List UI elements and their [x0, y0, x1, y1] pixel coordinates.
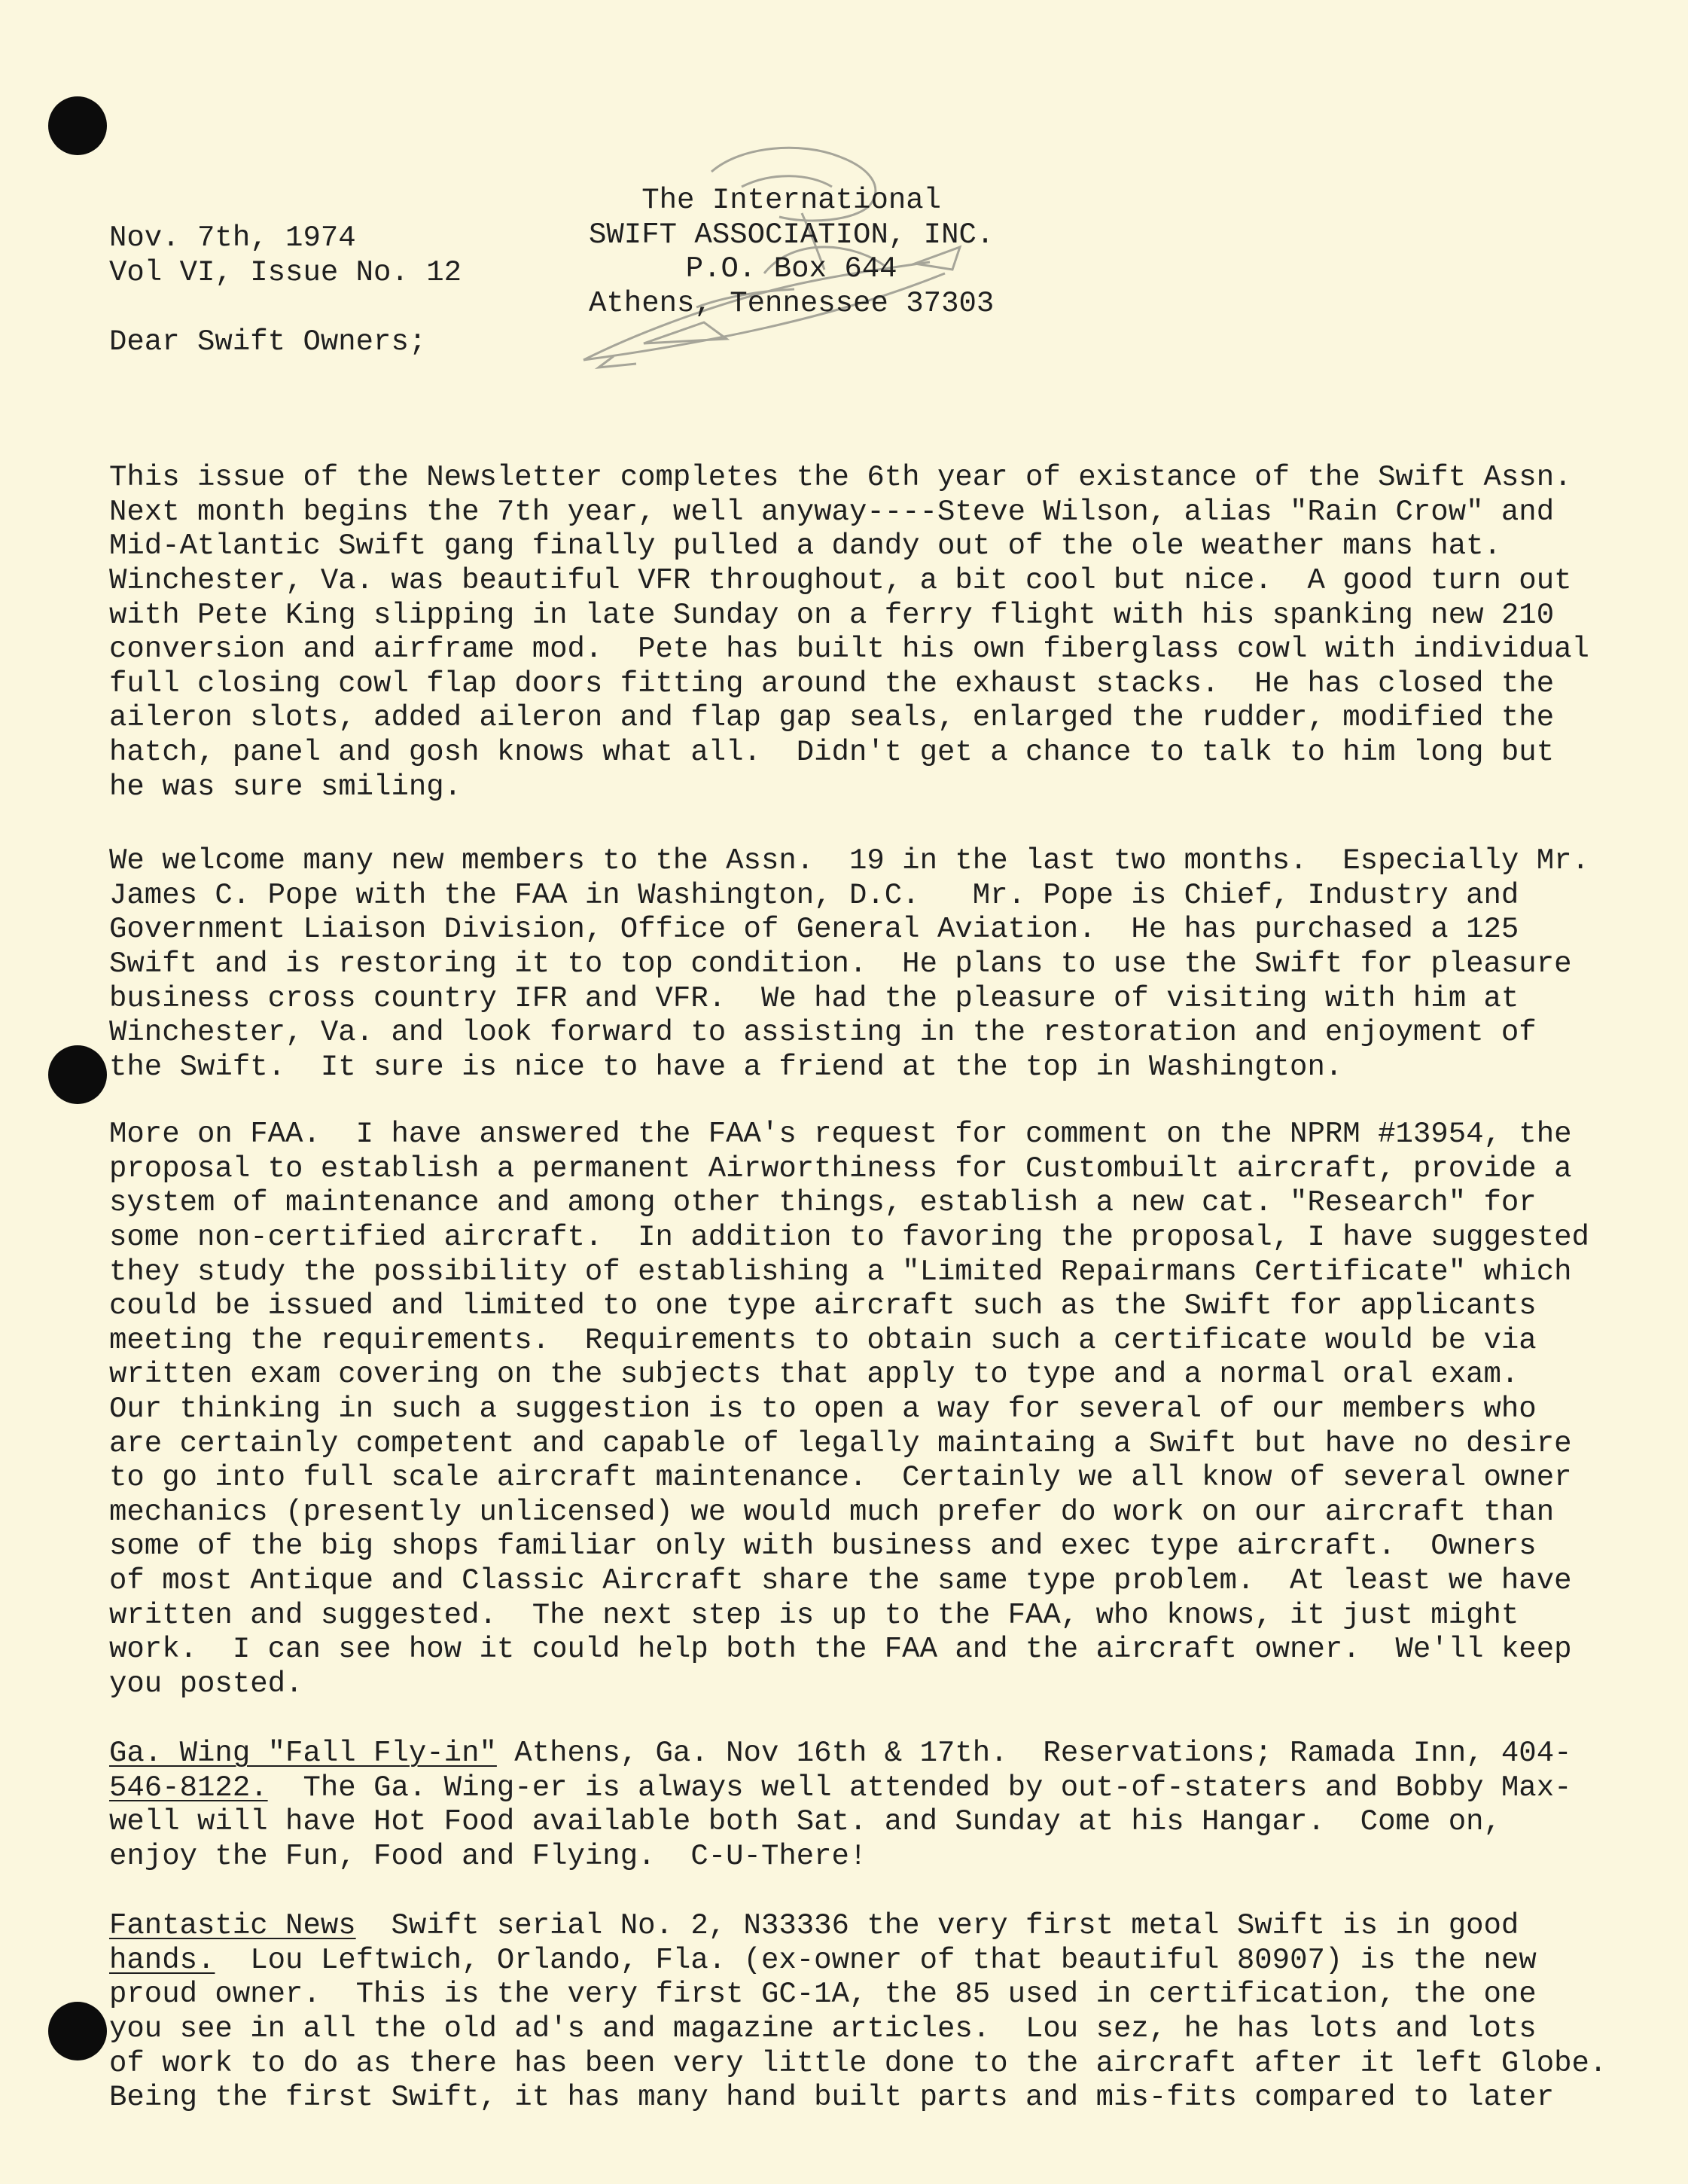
text-line: you see in all the old ad's and magazine articles. Lou sez, he has lots and lots: [109, 2012, 1537, 2045]
text-line: [109, 1909, 1607, 1944]
text-line: Winchester, Va. and look forward to assisting in the restoration and enjoyment of: [109, 1016, 1537, 1050]
text-line: written exam covering on the subjects that apply to type and a normal oral exam.: [109, 1358, 1519, 1392]
text-line: are certainly competent and capable of legally maintaing a Swift but have no desire: [109, 1426, 1572, 1460]
text-line: some of the big shops familiar only with business and exec type aircraft. Owners: [109, 1530, 1537, 1563]
text-line: Next month begins the 7th year, well anyway----Steve Wilson, alias "Rain Crow" and: [109, 495, 1555, 529]
paragraph-fantastic-news: [109, 1841, 1607, 2184]
text-line: More on FAA. I have answered the FAA's request for comment on the NPRM #13954, the: [109, 1118, 1572, 1151]
text-fragment: Lou Leftwich, Orlando, Fla. (ex-owner of that beautiful 80907) is the new: [215, 1943, 1537, 1977]
section-heading-fly-in: Ga. Wing "Fall Fly-in": [109, 1737, 497, 1771]
punch-hole-top: [48, 96, 107, 155]
issue-date: Nov. 7th, 1974: [109, 221, 356, 255]
section-heading-news: Fantastic News: [109, 1909, 356, 1943]
text-line: of most Antique and Classic Aircraft share the same type problem. At least we have: [109, 1563, 1572, 1597]
text-line: you posted.: [109, 1667, 303, 1701]
text-line: business cross country IFR and VFR. We had the pleasure of visiting with him at: [109, 981, 1519, 1015]
text-line: conversion and airframe mod. Pete has built his own fiberglass cowl with individual: [109, 633, 1589, 666]
text-line: This issue of the Newsletter completes the 6th year of existance of the Swift Assn.: [109, 461, 1572, 495]
issue-info: [109, 221, 462, 290]
text-line: enjoy the Fun, Food and Flying. C-U-There!: [109, 1839, 867, 1873]
letterhead-org-name: SWIFT ASSOCIATION, INC.: [589, 218, 995, 252]
text-line: some non-certified aircraft. In addition to favoring the proposal, I have suggested: [109, 1220, 1589, 1254]
text-fragment-underlined: hands.: [109, 1943, 215, 1977]
text-line: they study the possibility of establishing a "Limited Repairmans Certificate" which: [109, 1255, 1572, 1289]
letterhead: [589, 184, 994, 321]
text-line: written and suggested. The next step is up to the FAA, who knows, it just might: [109, 1598, 1519, 1632]
text-line: meeting the requirements. Requirements to obtain such a certificate would be via: [109, 1323, 1537, 1357]
text-line: system of maintenance and among other things, establish a new cat. "Research" for: [109, 1186, 1537, 1220]
text-line: the Swift. It sure is nice to have a friend at the top in Washington.: [109, 1050, 1343, 1084]
text-line: Government Liaison Division, Office of General Aviation. He has purchased a 125: [109, 913, 1519, 947]
text-line: mechanics (presently unlicensed) we would much prefer do work on our aircraft than: [109, 1495, 1555, 1529]
text-line: Being the first Swift, it has many hand built parts and mis-fits compared to later: [109, 2081, 1555, 2115]
text-line: [109, 1771, 1572, 1806]
text-line: could be issued and limited to one type aircraft such as the Swift for applicants: [109, 1289, 1537, 1323]
text-line: proud owner. This is the very first GC-1A, the 85 used in certification, the one: [109, 1978, 1537, 2012]
phone-fragment: 546-8122.: [109, 1771, 268, 1804]
text-fragment: The Ga. Wing-er is always well attended by out-of-staters and Bobby Max-: [267, 1771, 1572, 1804]
text-fragment: Swift serial No. 2, N33336 the very first metal Swift is in good: [355, 1909, 1519, 1943]
text-line: hatch, panel and gosh knows what all. Didn't get a chance to talk to him long but: [109, 735, 1555, 769]
text-line: We welcome many new members to the Assn. 19 in the last two months. Especially Mr.: [109, 844, 1589, 878]
text-line: aileron slots, added aileron and flap gap seals, enlarged the rudder, modified the: [109, 701, 1555, 735]
text-line: full closing cowl flap doors fitting around the exhaust stacks. He has closed the: [109, 666, 1555, 700]
paragraph-faa: [109, 1049, 1589, 1770]
punch-hole-bottom: [48, 2002, 107, 2060]
text-line: work. I can see how it could help both the FAA and the aircraft owner. We'll keep: [109, 1633, 1572, 1667]
text-line: he was sure smiling.: [109, 770, 462, 804]
text-line: [109, 1737, 1572, 1771]
text-line: [109, 1944, 1607, 1978]
text-line: James C. Pope with the FAA in Washington, D.C. Mr. Pope is Chief, Industry and: [109, 878, 1519, 912]
text-line: Our thinking in such a suggestion is to open a way for several of our members who: [109, 1392, 1537, 1426]
text-fragment: Athens, Ga. Nov 16th & 17th. Reservations; Ramada Inn, 404-: [496, 1737, 1572, 1771]
text-line: Winchester, Va. was beautiful VFR throughout, a bit cool but nice. A good turn out: [109, 563, 1572, 597]
text-line: to go into full scale aircraft maintenance. Certainly we all know of several owner: [109, 1461, 1572, 1495]
text-line: Swift and is restoring it to top condition. He plans to use the Swift for pleasure: [109, 947, 1572, 981]
issue-volume: Vol VI, Issue No. 12: [109, 255, 462, 289]
text-line: well will have Hot Food available both Sat. and Sunday at his Hangar. Come on,: [109, 1805, 1501, 1839]
text-line: proposal to establish a permanent Airworthiness for Custombuilt aircraft, provide a: [109, 1151, 1572, 1185]
salutation: Dear Swift Owners;: [109, 325, 427, 358]
letterhead-line-1: The International: [641, 184, 942, 217]
letterhead-address: Athens, Tennessee 37303: [589, 286, 995, 320]
letterhead-po-box: P.O. Box 644: [685, 252, 897, 286]
text-line: with Pete King slipping in late Sunday on a ferry flight with his spanking new 210: [109, 598, 1555, 632]
text-line: Mid-Atlantic Swift gang finally pulled a dandy out of the ole weather mans hat.: [109, 529, 1501, 563]
punch-hole-middle: [48, 1045, 107, 1104]
text-line: of work to do as there has been very little done to the aircraft after it left Globe.: [109, 2046, 1607, 2080]
